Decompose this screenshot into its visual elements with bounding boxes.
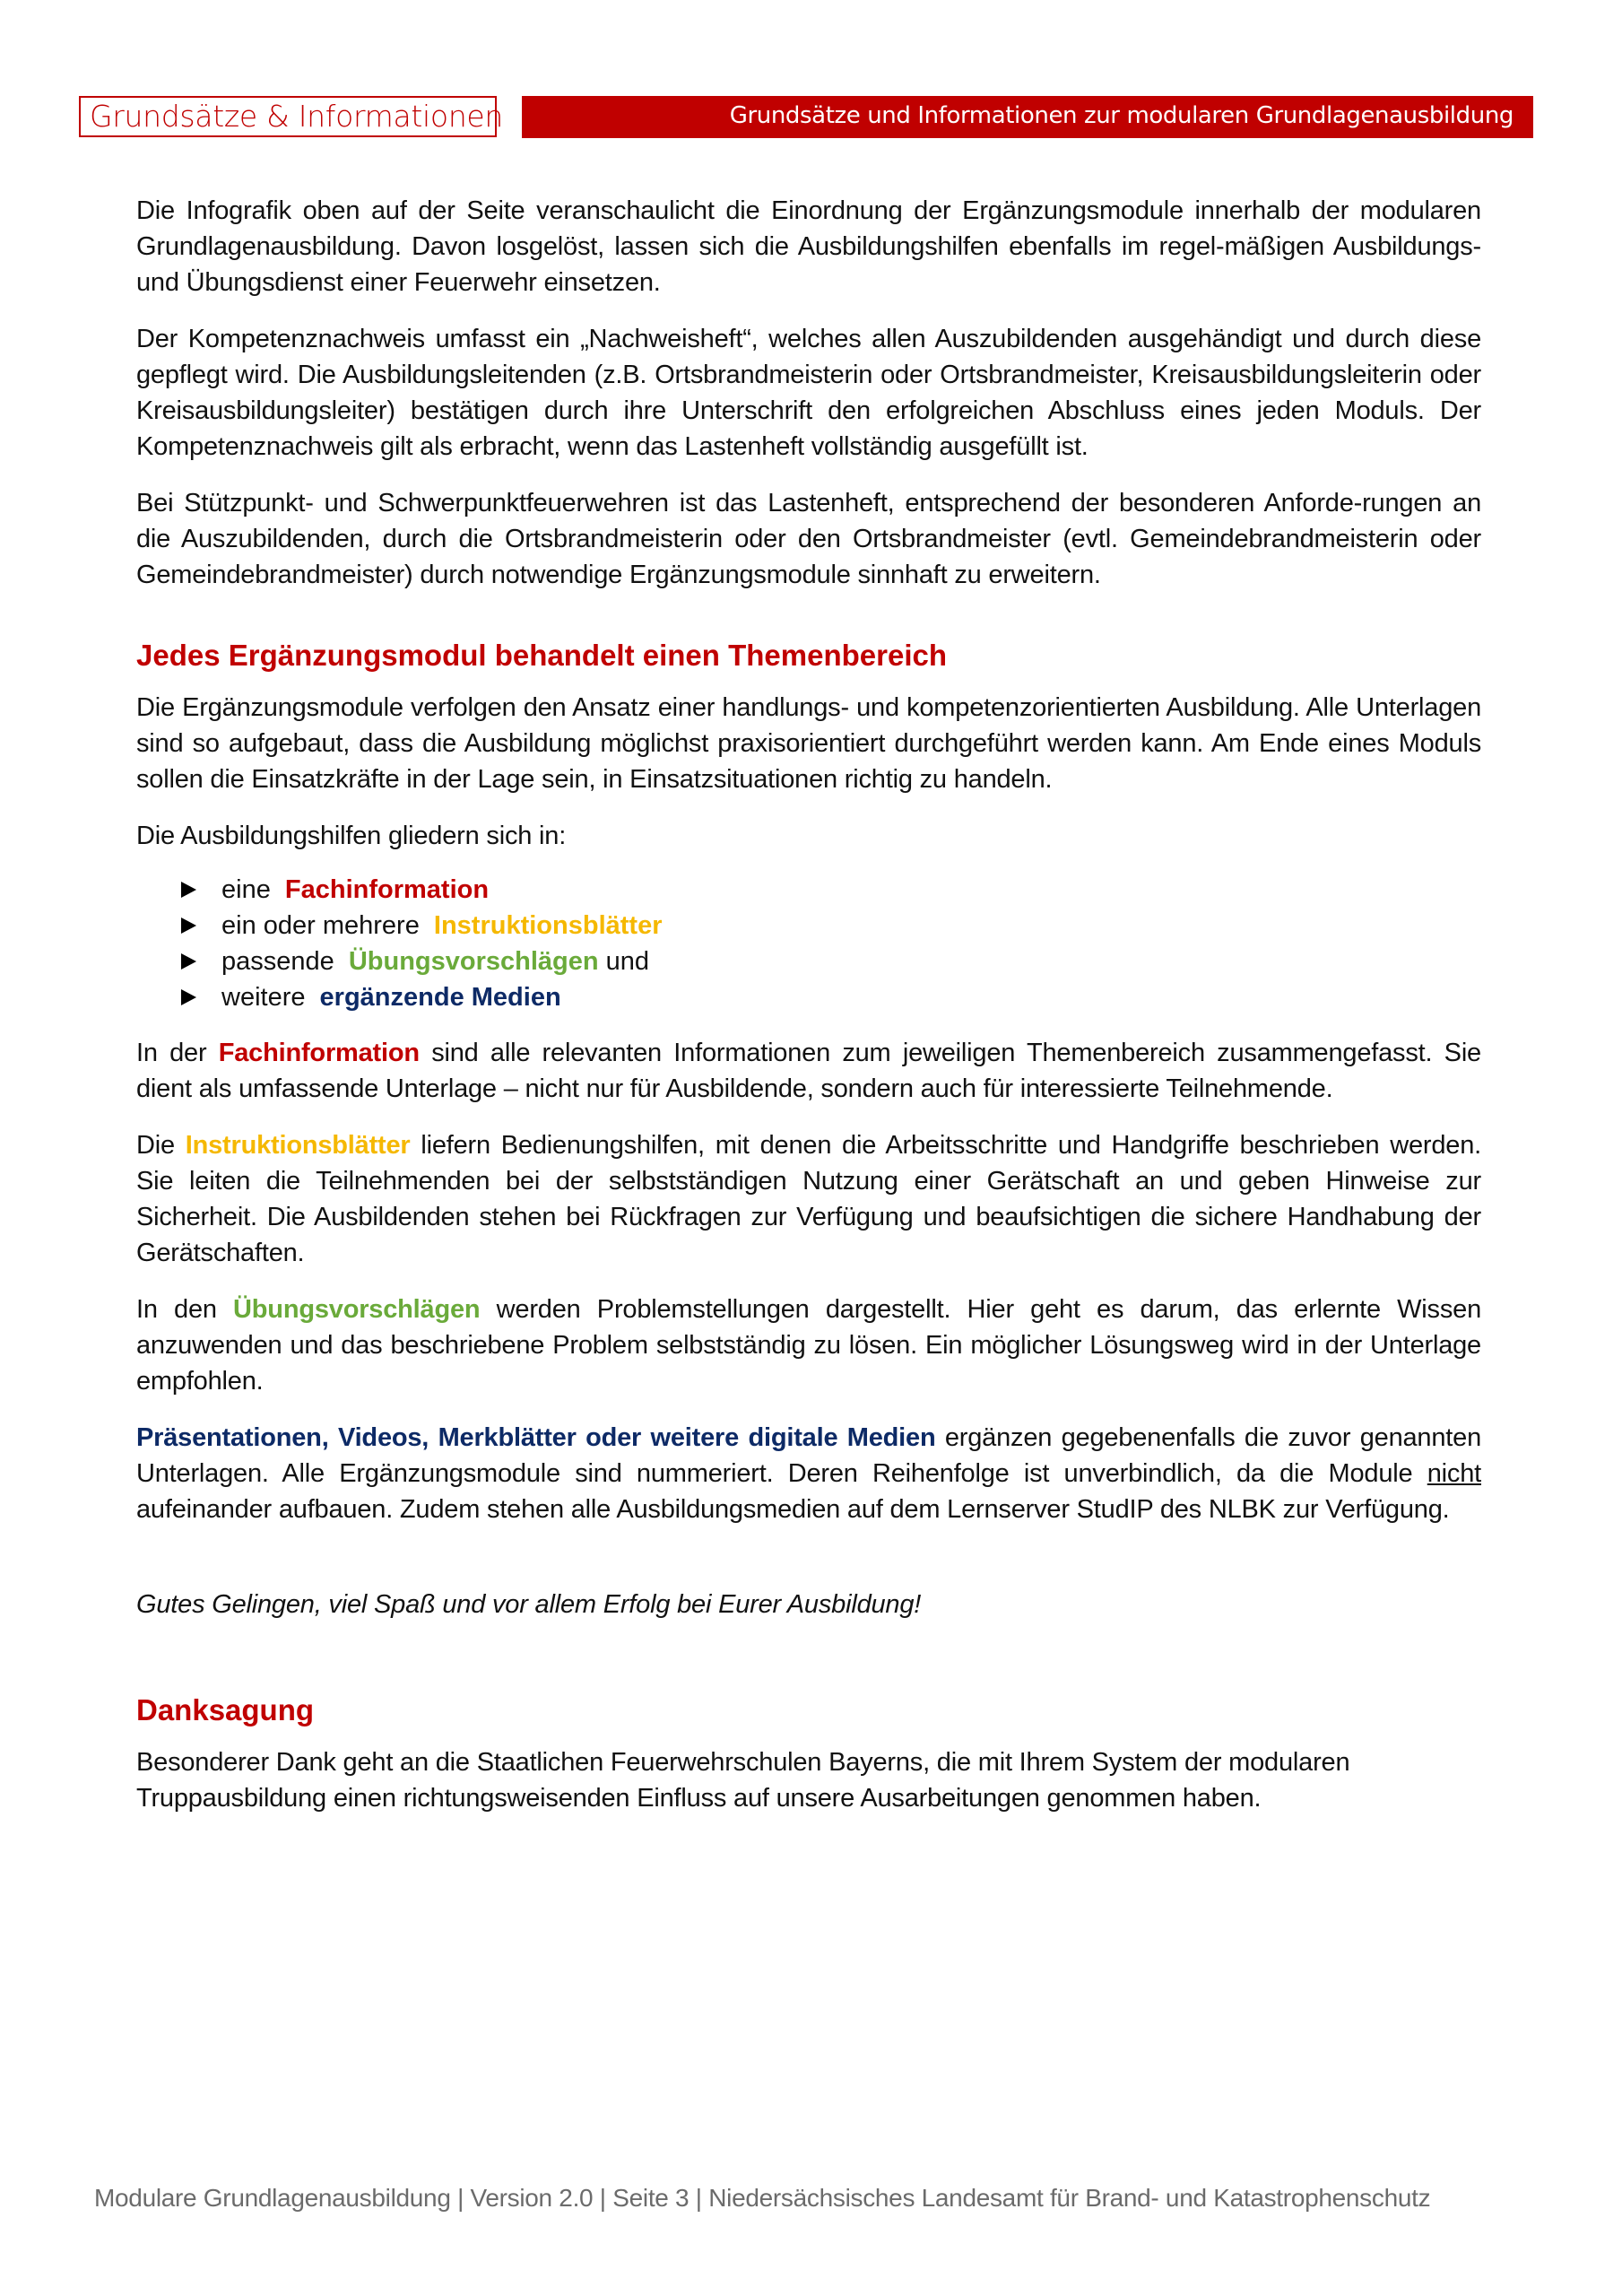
list-item: [181, 908, 1481, 944]
triangle-bullet-icon: [181, 989, 196, 1005]
text: ergänzen gegebenenfalls die zuvor genannten Unterlagen. Alle Ergänzungsmodule sind nummeriert. Deren Reihenfolge ist unverbindlich, da die Module: [136, 1423, 1481, 1488]
list-item-prefix: passende: [221, 947, 342, 976]
section1-paragraph-2: Die Ausbildungshilfen gliedern sich in:: [136, 822, 567, 850]
section-label: Grundsätze & Informationen: [79, 96, 497, 137]
text: In der: [136, 1039, 219, 1067]
medien-paragraph: [136, 1420, 1481, 1527]
triangle-bullet-icon: [181, 882, 196, 898]
list-item-prefix: ein oder mehrere: [221, 911, 427, 940]
section1-paragraph-1: Die Ergänzungsmodule verfolgen den Ansatz einer handlungs- und kompetenzorientierten Ausbildung. Alle Unterlagen sind so aufgebaut, dass die Ausbildung möglichst praxisorientiert durchgeführt werden kann. Am Ende eines Moduls sollen die Einsatzkräfte in der Lage sein, in Einsatzsituationen richtig zu handeln.: [136, 693, 1481, 794]
highlight-uebungsvorschlaege: Übungsvorschlägen: [233, 1295, 481, 1324]
text: liefern Bedienungshilfen, mit denen die Arbeitsschritte und Handgriffe beschrieben werden. Sie leiten die Teilnehmenden bei der selbstständigen Nutzung einer Gerätschaft an und geben Hinweise zur Sicherheit. Die Ausbildenden stehen bei Rückfragen zur Verfügung und beaufsichtigen die sichere Handhabung der Gerätschaften.: [136, 1131, 1481, 1267]
list-item-prefix: weitere: [221, 983, 313, 1012]
highlight-fachinformation: Fachinformation: [218, 1039, 420, 1067]
closing-wish: Gutes Gelingen, viel Spaß und vor allem Erfolg bei Eurer Ausbildung!: [136, 1590, 922, 1619]
text: Die: [136, 1131, 186, 1160]
section-heading-themenbereich: Jedes Ergänzungsmodul behandelt einen Themenbereich: [136, 639, 948, 672]
list-item: [181, 979, 1481, 1015]
danksagung-paragraph: Besonderer Dank geht an die Staatlichen Feuerwehrschulen Bayerns, die mit Ihrem System der modularen Truppausbildung einen richtungsweisenden Einfluss auf unsere Ausarbeitungen genommen haben.: [136, 1748, 1350, 1813]
highlight-instruktionsblaetter: Instruktionsblätter: [433, 911, 663, 940]
text: In den: [136, 1295, 234, 1324]
page-content: [136, 193, 1481, 1816]
fachinformation-paragraph: [136, 1035, 1481, 1107]
highlight-medien: ergänzende Medien: [319, 983, 561, 1012]
ausbildungshilfen-list: [136, 872, 1481, 1015]
highlight-uebungsvorschlaege: Übungsvorschlägen: [348, 947, 599, 976]
list-item-prefix: eine: [221, 875, 278, 904]
highlight-medien: Präsentationen, Videos, Merkblätter oder weitere digitale Medien: [136, 1423, 936, 1452]
list-item-suffix: und: [598, 947, 650, 976]
section-heading-danksagung: Danksagung: [136, 1693, 315, 1726]
text: sind alle relevanten Informationen zum jeweiligen Themenbereich zusammengefasst. Sie dient als umfassende Unterlage – nicht nur für Ausbildende, sondern auch für interessierte Teilnehmende.: [136, 1039, 1481, 1103]
list-item: [181, 872, 1481, 908]
underlined-nicht: nicht: [1427, 1459, 1481, 1488]
intro-paragraph-1: Die Infografik oben auf der Seite veranschaulicht die Einordnung der Ergänzungsmodule innerhalb der modularen Grundlagenausbildung. Davon losgelöst, lassen sich die Ausbildungshilfen ebenfalls im regel-mäßigen Ausbildungs- und Übungsdienst einer Feuerwehr einsetzen.: [136, 196, 1481, 297]
intro-paragraph-3: Bei Stützpunkt- und Schwerpunktfeuerwehren ist das Lastenheft, entsprechend der besonderen Anforde-rungen an die Auszubildenden, durch die Ortsbrandmeisterin oder den Ortsbrandmeister (evtl. Gemeindebrandmeisterin oder Gemeindebrandmeister) durch notwendige Ergänzungsmodule sinnhaft zu erweitern.: [136, 489, 1481, 589]
list-item: [181, 944, 1481, 979]
page-footer: Modulare Grundlagenausbildung | Version 2.0 | Seite 3 | Niedersächsisches Landesamt für Brand- und Katastrophenschutz: [94, 2184, 1431, 2212]
highlight-instruktionsblaetter: Instruktionsblätter: [185, 1131, 411, 1160]
uebungsvorschlaege-paragraph: [136, 1292, 1481, 1399]
instruktionsblaetter-paragraph: [136, 1127, 1481, 1271]
triangle-bullet-icon: [181, 953, 196, 970]
document-title-bar: Grundsätze und Informationen zur modularen Grundlagenausbildung: [522, 96, 1533, 138]
text: aufeinander aufbauen. Zudem stehen alle Ausbildungsmedien auf dem Lernserver StudIP des NLBK zur Verfügung.: [136, 1495, 1450, 1524]
intro-paragraph-2: Der Kompetenznachweis umfasst ein „Nachweisheft“, welches allen Auszubildenden ausgehändigt und durch diese gepflegt wird. Die Ausbildungsleitenden (z.B. Ortsbrandmeisterin oder Ortsbrandmeister, Kreisausbildungsleiterin oder Kreisausbildungsleiter) bestätigen durch ihre Unterschrift den erfolgreichen Abschluss eines jeden Moduls. Der Kompetenznachweis gilt als erbracht, wenn das Lastenheft vollständig ausgefüllt ist.: [136, 325, 1481, 461]
text: werden Problemstellungen dargestellt. Hier geht es darum, das erlernte Wissen anzuwenden und das beschriebene Problem selbstständig zu lösen. Ein möglicher Lösungsweg wird in der Unterlage empfohlen.: [136, 1295, 1481, 1396]
highlight-fachinformation: Fachinformation: [284, 875, 490, 904]
triangle-bullet-icon: [181, 918, 196, 934]
